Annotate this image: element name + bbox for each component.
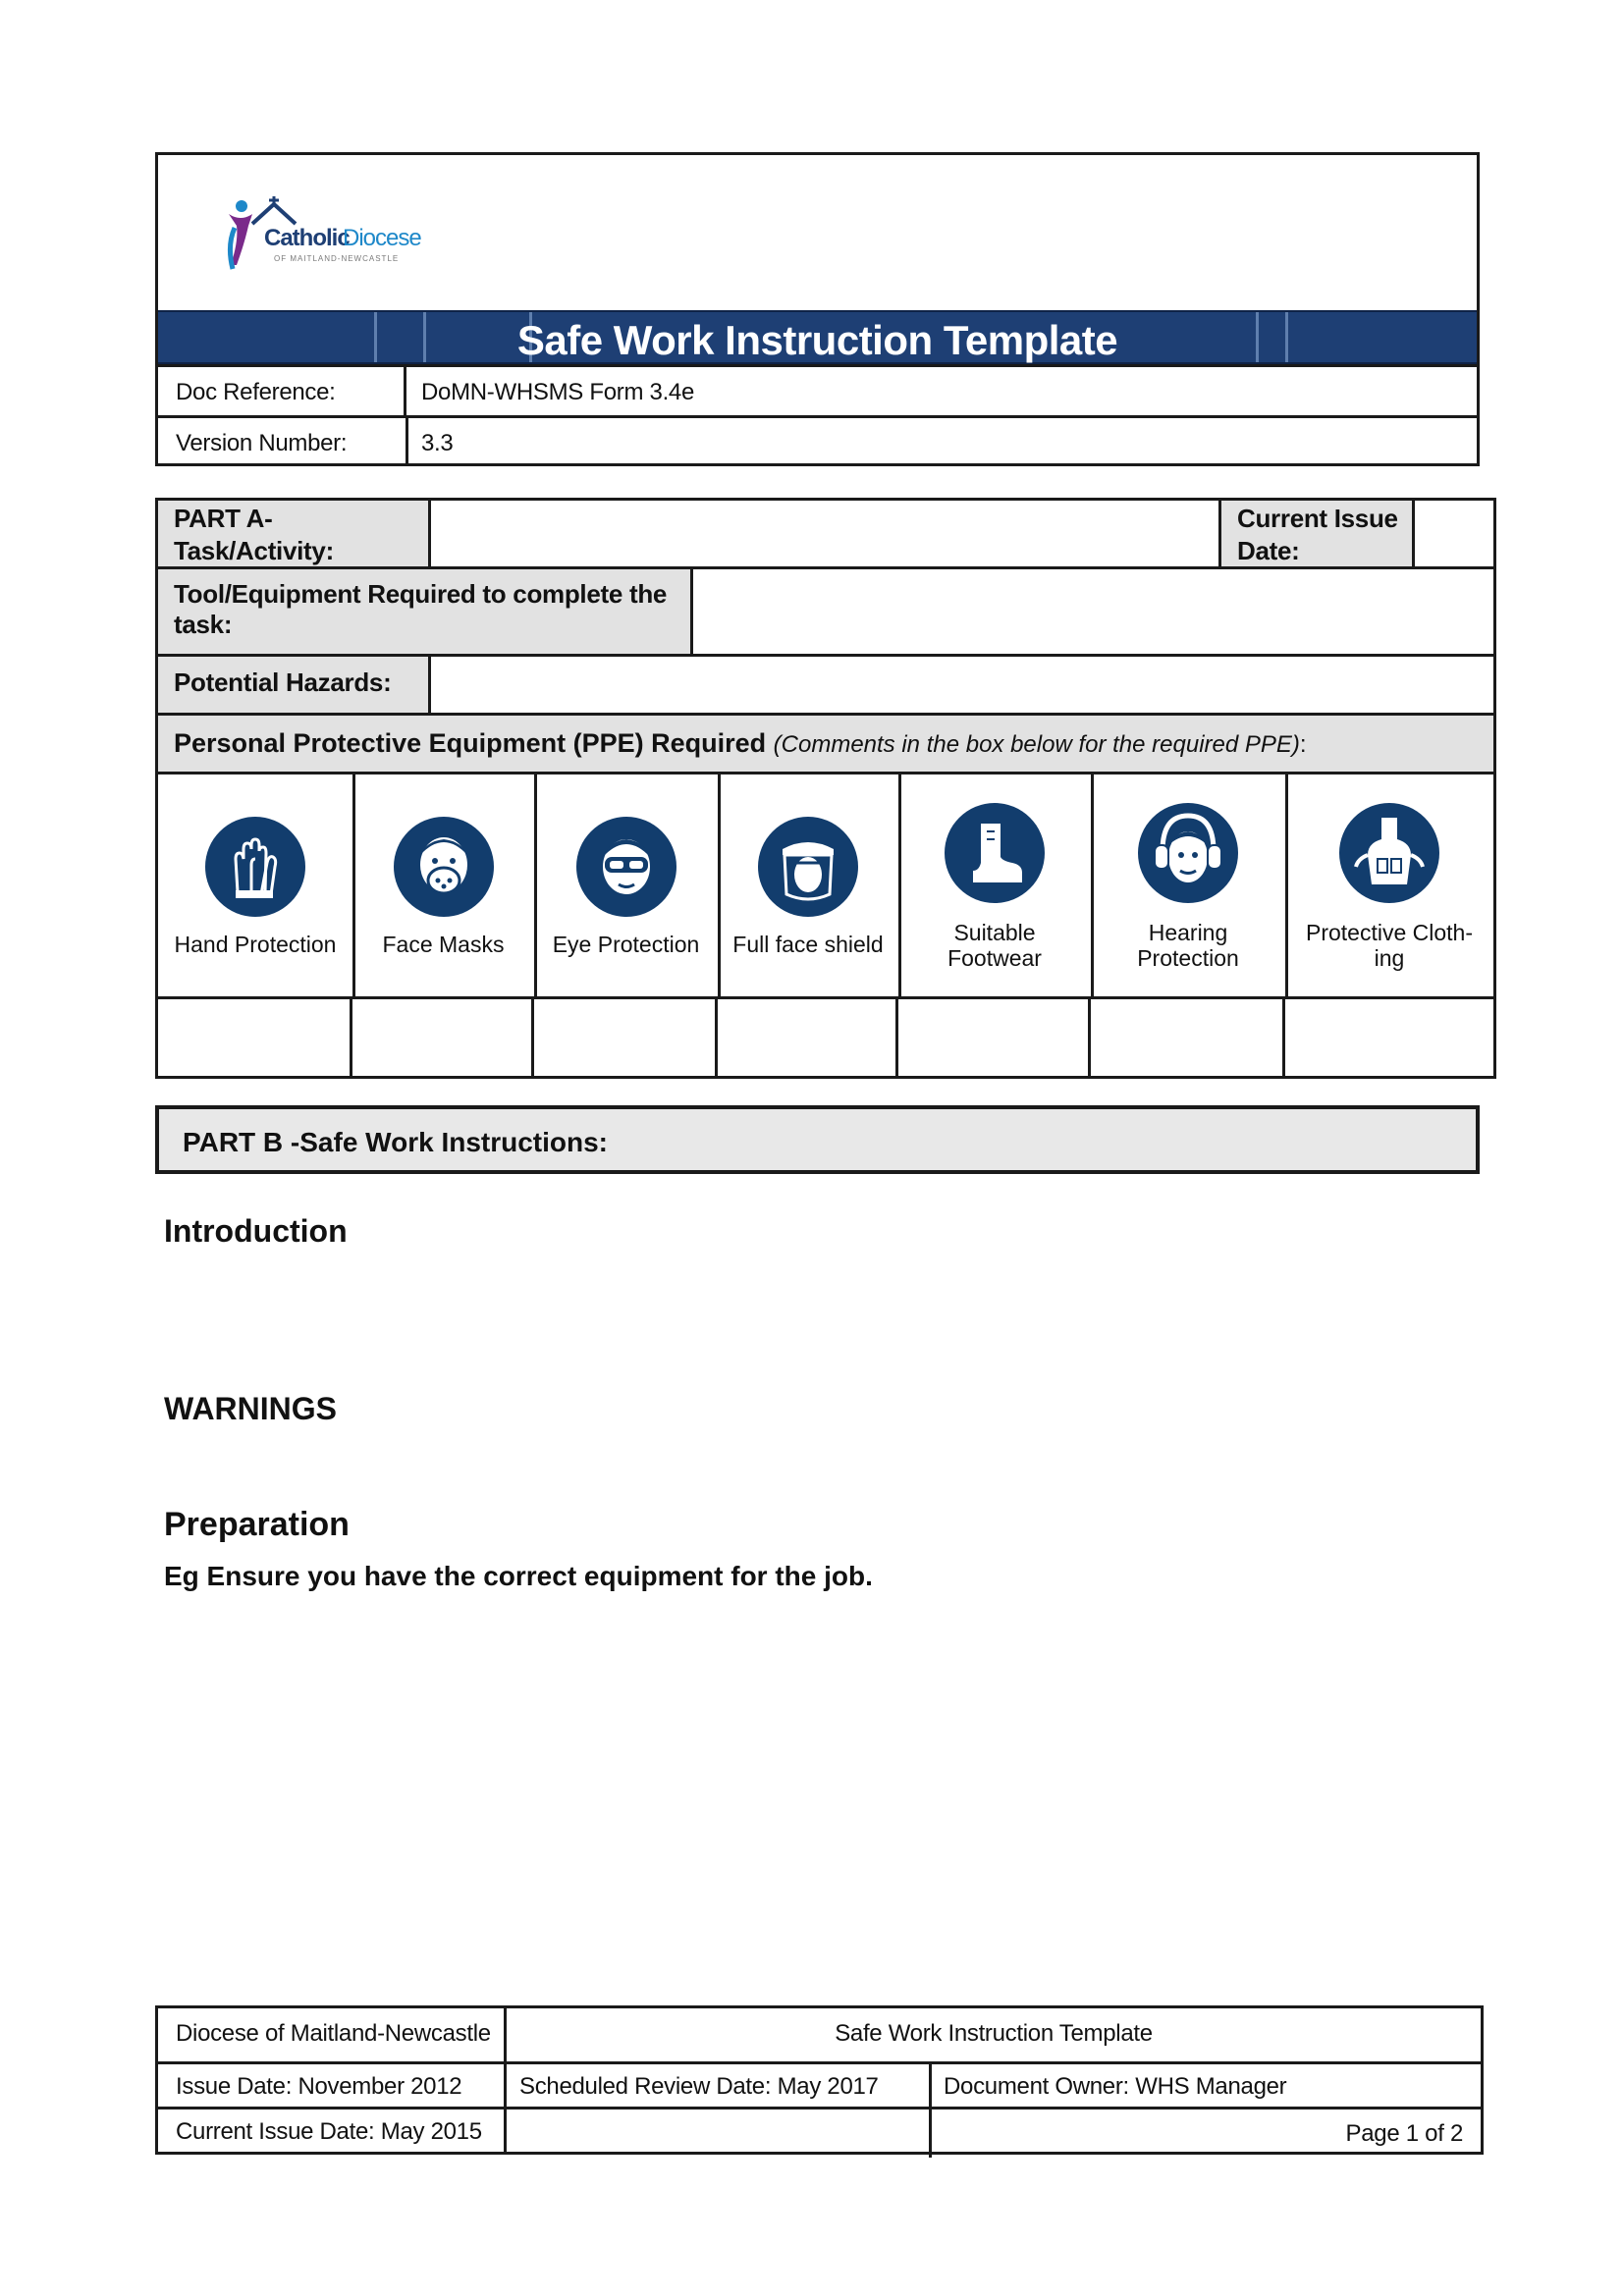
ppe-item-footwear: [898, 774, 1094, 996]
footer-issue-date: Issue Date: November 2012: [176, 2073, 462, 2100]
ppe-label-footwear-2: Footwear: [947, 945, 1042, 971]
warnings-heading: WARNINGS: [164, 1391, 337, 1426]
hazards-input-cell[interactable]: [431, 657, 1493, 716]
part-b-heading: PART B -Safe Work Instructions:: [183, 1127, 609, 1157]
footer-table: [155, 2005, 1484, 2155]
footer-current-issue: Current Issue Date: May 2015: [176, 2118, 482, 2145]
tool-label-line-1: Tool/Equipment Required to complete the: [174, 579, 668, 609]
face-mask-icon: [393, 816, 495, 918]
gloves-icon: [204, 816, 306, 918]
ppe-heading-cell: [158, 716, 1493, 774]
title-bar: [158, 310, 1477, 364]
ppe-comment-hearing[interactable]: [1091, 999, 1285, 1076]
ppe-item-hand-protection: [158, 774, 355, 996]
logo-area: [158, 155, 1477, 310]
ppe-comment-footwear[interactable]: [898, 999, 1091, 1076]
version-value: 3.3: [421, 430, 454, 456]
ppe-comments-row: [158, 999, 1493, 1076]
version-row: [158, 415, 1477, 466]
ppe-item-protective-clothing: [1285, 774, 1493, 996]
task-label-line-1: PART A-: [174, 504, 273, 533]
ppe-label-eye-protection: Eye Protection: [552, 932, 700, 957]
task-input-cell[interactable]: [431, 501, 1221, 569]
version-label: Version Number:: [176, 430, 348, 456]
logo-word-catholic: Catholic: [264, 225, 350, 251]
ppe-comment-clothing[interactable]: [1285, 999, 1493, 1076]
ppe-comment-hand[interactable]: [158, 999, 352, 1076]
ppe-comment-face-masks[interactable]: [352, 999, 534, 1076]
ppe-comment-face-shield[interactable]: [718, 999, 898, 1076]
task-label-cell: [158, 501, 431, 569]
preparation-text: Eg Ensure you have the correct equipment for the job.: [164, 1561, 873, 1591]
current-issue-label-cell: [1218, 501, 1415, 569]
hazards-label: Potential Hazards:: [174, 667, 392, 697]
current-issue-label-line-1: Current Issue: [1237, 504, 1398, 533]
hazards-label-cell: [158, 657, 431, 716]
ppe-label-hearing-1: Hearing: [1148, 920, 1228, 945]
ppe-item-face-masks: [352, 774, 537, 996]
ppe-item-face-shield: [718, 774, 901, 996]
doc-reference-value: DoMN-WHSMS Form 3.4e: [421, 379, 695, 405]
ear-muffs-icon: [1137, 802, 1239, 904]
ppe-icons-row: [158, 774, 1493, 999]
tool-label-line-2: task:: [174, 610, 233, 639]
ppe-label-hearing-2: Protection: [1137, 945, 1239, 971]
ppe-heading: Personal Protective Equipment (PPE) Required: [174, 728, 767, 758]
ppe-label-clothing-2: ing: [1374, 945, 1405, 971]
footer-template-name: Safe Work Instruction Template: [835, 2020, 1153, 2047]
goggles-icon: [575, 816, 677, 918]
boot-icon: [944, 802, 1046, 904]
ppe-label-face-shield: Full face shield: [732, 932, 884, 957]
tool-label-cell: [158, 569, 693, 657]
preparation-heading: Preparation: [164, 1506, 350, 1543]
ppe-label-footwear-1: Suitable: [953, 920, 1036, 945]
introduction-heading: Introduction: [164, 1213, 348, 1249]
ppe-heading-note: (Comments in the box below for the required PPE): [773, 731, 1300, 758]
ppe-heading-colon: :: [1299, 731, 1307, 758]
footer-owner: Document Owner: WHS Manager: [944, 2073, 1287, 2100]
footer-page-number: Page 1 of 2: [1345, 2120, 1463, 2147]
logo-word-diocese: Diocese: [343, 225, 421, 251]
footer-review-date: Scheduled Review Date: May 2017: [519, 2073, 879, 2100]
doc-reference-row: [158, 364, 1477, 415]
page-title: Safe Work Instruction Template: [516, 317, 1118, 363]
apron-icon: [1338, 802, 1440, 904]
task-label-line-2: Task/Activity:: [174, 536, 334, 565]
face-shield-icon: [757, 816, 859, 918]
current-issue-label-line-2: Date:: [1237, 536, 1300, 565]
ppe-label-clothing-1: Protective Cloth-: [1305, 920, 1473, 945]
current-issue-input-cell[interactable]: [1415, 501, 1493, 569]
ppe-label-face-masks: Face Masks: [382, 932, 505, 957]
logo-subtext: OF MAITLAND-NEWCASTLE: [274, 254, 400, 263]
diocese-logo-icon: [223, 196, 439, 285]
ppe-label-hand-protection: Hand Protection: [174, 932, 337, 957]
part-b-heading-box: [155, 1105, 1480, 1174]
doc-reference-label: Doc Reference:: [176, 379, 336, 405]
document-header: [155, 152, 1480, 466]
footer-org: Diocese of Maitland-Newcastle: [176, 2020, 491, 2047]
part-a-table: [155, 498, 1496, 1079]
tool-input-cell[interactable]: [693, 569, 1493, 657]
ppe-item-eye-protection: [534, 774, 721, 996]
ppe-item-hearing-protection: [1091, 774, 1288, 996]
ppe-comment-eye[interactable]: [534, 999, 718, 1076]
